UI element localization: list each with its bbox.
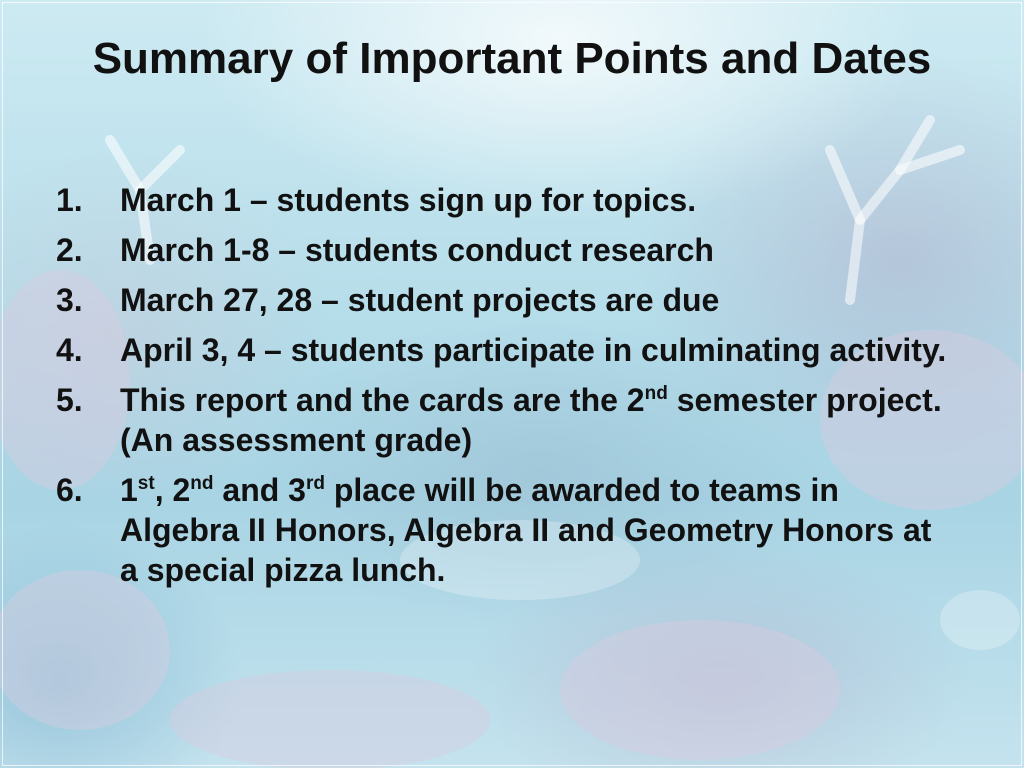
point-text — [120, 332, 946, 368]
point-text — [120, 282, 719, 318]
slide-title: Summary of Important Points and Dates — [92, 34, 932, 83]
point-text-segment: and 3 — [213, 472, 306, 508]
point-text-segment: , 2 — [154, 472, 191, 508]
point-text-segment: 1 — [120, 472, 138, 508]
point-text-segment: semester project. (An assessment grade) — [120, 382, 942, 458]
point-number: 6. — [56, 472, 83, 508]
point-text — [120, 182, 696, 218]
point-item — [56, 380, 956, 460]
point-number: 5. — [56, 382, 83, 418]
ordinal-suffix: st — [137, 473, 155, 494]
point-item — [56, 280, 956, 320]
point-item — [56, 330, 956, 370]
point-number: 1. — [56, 182, 83, 218]
point-item — [56, 470, 956, 590]
ordinal-suffix: rd — [305, 473, 325, 494]
point-number: 3. — [56, 282, 83, 318]
point-text-segment: March 27, 28 – student projects are due — [120, 282, 720, 318]
point-text-segment: place will be awarded to teams in Algebra II Honors, Algebra II and Geometry Honors at a special pizza lunch. — [120, 472, 932, 588]
point-text — [120, 232, 714, 268]
points-list — [56, 180, 956, 600]
point-number: 2. — [56, 232, 83, 268]
point-text — [120, 382, 942, 458]
point-text — [120, 472, 931, 588]
point-item — [56, 230, 956, 270]
point-text-segment: March 1-8 – students conduct research — [120, 232, 714, 268]
point-item — [56, 180, 956, 220]
point-text-segment: April 3, 4 – students participate in culminating activity. — [120, 332, 947, 368]
point-text-segment: March 1 – students sign up for topics. — [120, 182, 697, 218]
point-number: 4. — [56, 332, 83, 368]
point-text-segment: This report and the cards are the 2 — [120, 382, 645, 418]
ordinal-suffix: nd — [190, 473, 214, 494]
ordinal-suffix: nd — [644, 383, 668, 404]
